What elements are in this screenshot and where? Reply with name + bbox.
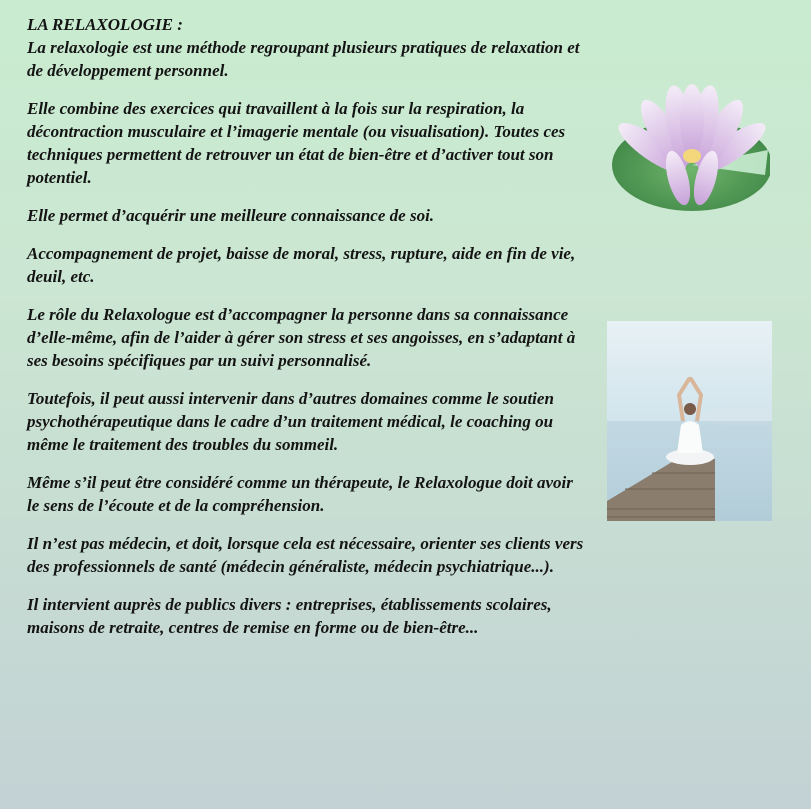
paragraph-1: La relaxologie est une méthode regroupant plusieurs pratiques de relaxation et de développement personnel. [27, 38, 580, 80]
paragraph-6: Toutefois, il peut aussi intervenir dans d’autres domaines comme le soutien psychothérapeutique dans le cadre d’un traitement médical, le coaching ou même le traitement des troubles du sommeil. [27, 389, 554, 454]
paragraph-7: Même s’il peut être considéré comme un thérapeute, le Relaxologue doit avoir le sens de l’écoute et de la compréhension. [27, 473, 573, 515]
article-text [27, 13, 587, 654]
paragraph-8: Il n’est pas médecin, et doit, lorsque cela est nécessaire, orienter ses clients vers des professionnels de santé (médecin généraliste, médecin psychiatrique...). [27, 534, 584, 576]
yoga-meditation-icon [607, 321, 772, 521]
paragraph-4: Accompagnement de projet, baisse de moral, stress, rupture, aide en fin de vie, deuil, etc. [27, 244, 576, 286]
paragraph-9: Il intervient auprès de publics divers : entreprises, établissements scolaires, maisons de retraite, centres de remise en forme ou de bien-être... [27, 595, 552, 637]
paragraph-2: Elle combine des exercices qui travaillent à la fois sur la respiration, la décontraction musculaire et l’imagerie mentale (ou visualisation). Toutes ces techniques permettent de retrouver un état de bien-être et d’activer tout son potentiel. [27, 99, 566, 187]
paragraph-3: Elle permet d’acquérir une meilleure connaissance de soi. [27, 206, 435, 225]
page-title: LA RELAXOLOGIE : [27, 15, 183, 34]
lotus-flower-icon [600, 80, 770, 215]
paragraph-5: Le rôle du Relaxologue est d’accompagner la personne dans sa connaissance d’elle-même, afin de l’aider à gérer son stress et ses angoisses, en s’adaptant à ses besoins spécifiques par un suivi personnalisé. [27, 305, 576, 370]
